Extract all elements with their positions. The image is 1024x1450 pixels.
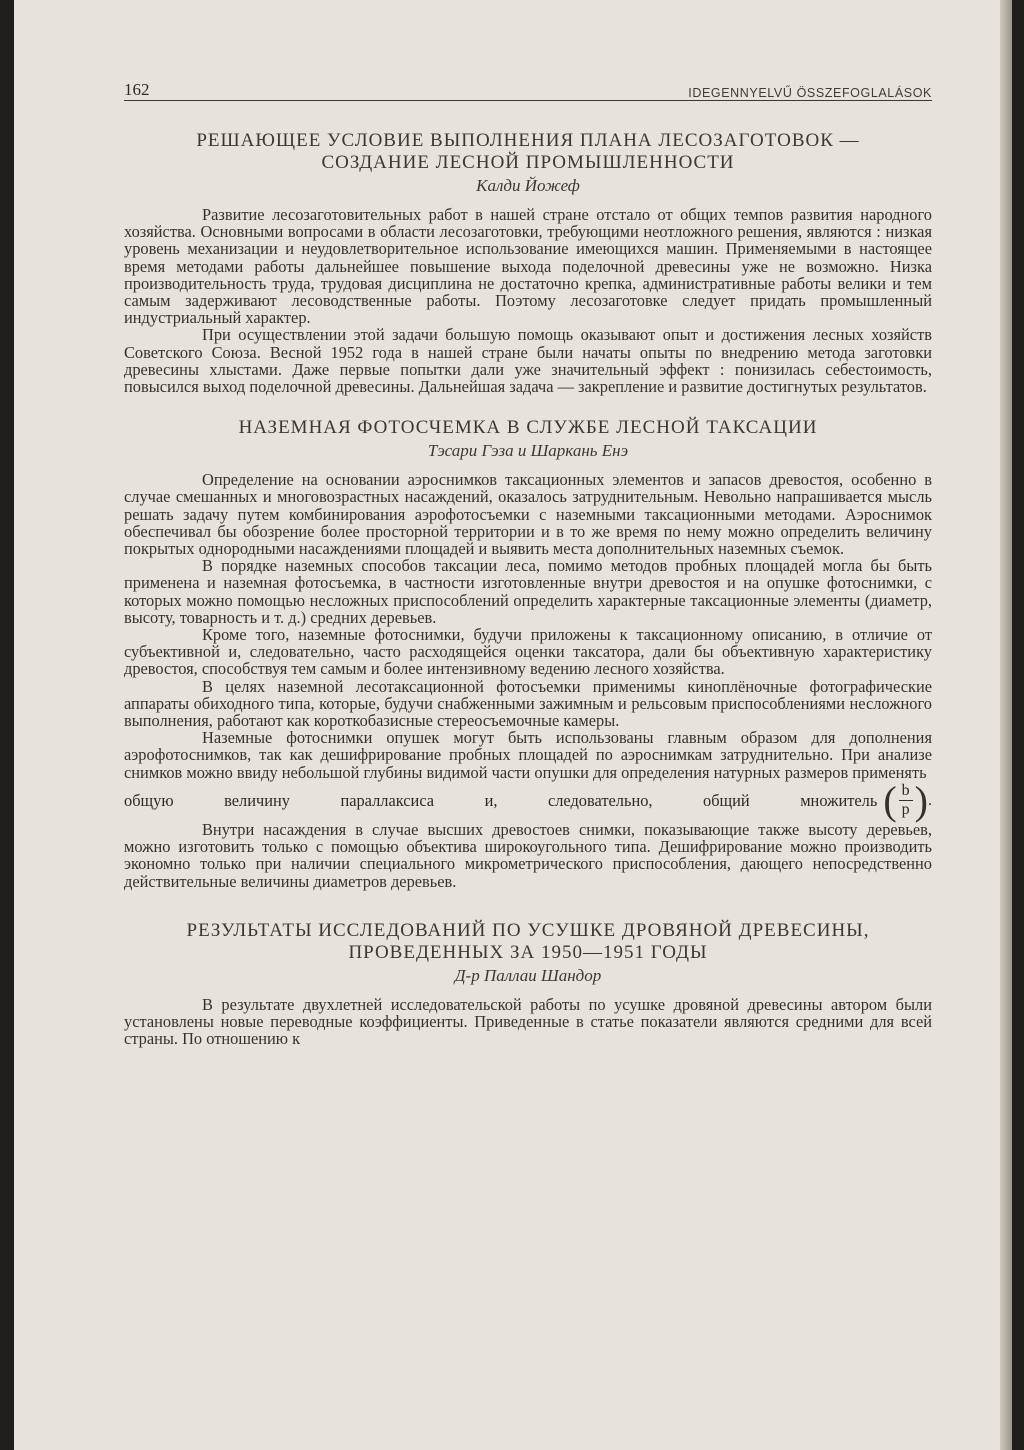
paragraph: Наземные фотоснимки опушек могут быть использованы главным образом для дополнения аэрофотоснимков, так как дешифрирование пробных площадей по аэроснимкам затруднительно. При анализе снимков можно ввиду небольшой глубины видимой части опушки для определения натурных размеров применять [124,728,932,782]
paragraph: В целях наземной лесотаксационной фотосъемки применимы киноплёночные фотографические аппараты обиходного типа, которые, будучи снабженными зажимным и рельсовым приспособлениями несложного выполнения, работают как короткобазисные стереосъемочные камеры. [124,676,932,731]
book-page [14,0,1012,1450]
article-author: Тэсари Гэза и Шаркань Енэ [427,441,629,461]
formula-lead-text: общую величину параллаксиса и, следовательно, общий множитель [124,791,878,811]
running-title: IDEGENNYELVŰ ÖSSZEFOGLALÁSOK [688,86,932,100]
fraction-numerator: b [901,782,910,800]
article-1 [124,130,932,395]
paragraph: Внутри насаждения в случае высших древостоев снимки, показывающие также высоту деревьев, можно изготовить только с помощью объектива широкоугольного типа. Дешифрирование можно производить экономно только при наличии специального микрометрического приспособления, дающего непосредственно действительные величины диаметров деревьев. [124,819,932,891]
article-3 [124,920,932,1048]
page-number: 162 [124,80,150,99]
page-edge [1000,0,1012,1450]
page-content [124,130,932,1047]
paragraph: Определение на основании аэроснимков таксационных элементов и запасов древостоя, особенно в случае смешанных и многовозрастных насаждений, оказалось затруднительным. Невольно напрашивается мысль решать задачу путем комбинирования аэрофотосъемки с наземными таксационными методами. Аэроснимок обеспечивал бы обозрение более просторной территории и в то же время по нему можно определить величину покрытых однородными насаждениями площадей и выявить места дополнительных наземных съемок. [124,470,932,559]
running-header [124,78,932,101]
paragraph: Развитие лесозаготовительных работ в нашей стране отстало от общих темпов развития народного хозяйства. Основными вопросами в области лесозаготовки, требующими неотложного решения, являются : низкая уровень механизации и неудовлетворительное использование имеющихся машин. Применяемыми в настоящее время методами работы дальнейшее повышение выхода поделочной древесины уже не возможно. Низка производительность труда, трудовая дисциплина не достаточно крепка, административные работы велики и тем самым задерживают лесоводственные работы. Поэтому лесозаготовке следует придать промышленный индустриальный характер. [124,205,932,328]
article-title: РЕЗУЛЬТАТЫ ИССЛЕДОВАНИЙ ПО УСУШКЕ ДРОВЯНОЙ ДРЕВЕСИНЫ, ПРОВЕДЕННЫХ ЗА 1950—1951 ГОДЫ [186,919,870,963]
article-2 [124,417,932,889]
article-author: Д-р Паллаи Шандор [454,965,602,985]
paragraph: При осуществлении этой задачи большую помощь оказывают опыт и достижения лесных хозяйств Советского Союза. Весной 1952 года в нашей стране были начаты опыты по внедрению метода заготовки древесины хлыстами. Даже первые попытки дали уже значительный эффект : понизилась себестоимость, повысился выход поделочной древесины. Дальнейшая задача — закрепление и развитие достигнутых результатов. [124,325,932,397]
article-author: Калди Йожеф [476,176,580,195]
fraction-formula: ( b p ) . [883,777,932,823]
paragraph: Кроме того, наземные фотоснимки, будучи приложены к таксационному описанию, в отличие от субъективной и, следовательно, часто расходящейся оценки таксатора, дали бы объективную характеристику древостоя, способствуя тем самым и более интензивному ведению лесного хозяйства. [124,625,932,679]
article-title: НАЗЕМНАЯ ФОТОСЧЕМКА В СЛУЖБЕ ЛЕСНОЙ ТАКСАЦИИ [238,417,818,439]
paragraph: В порядке наземных способов таксации леса, помимо методов пробных площадей могла бы быть применена и наземная фотосъемка, в частности изготовленные внутри древостоя и на опушке фотоснимки, с которых можно помощью несложных приспособлений определить характерные таксационные элементы (диаметр, высоту, товарность и т. д.) средних деревьев. [124,556,932,627]
formula-line [124,777,932,823]
fraction-denominator: p [901,801,910,819]
paragraph: В результате двухлетней исследовательской работы по усушке дровяной древесины автором были установлены новые переводные коэффициенты. Приведенные в статье показатели являются средними для всей страны. По отношению к [124,994,932,1049]
article-title: РЕШАЮЩЕЕ УСЛОВИЕ ВЫПОЛНЕНИЯ ПЛАНА ЛЕСОЗАГОТОВОК — СОЗДАНИЕ ЛЕСНОЙ ПРОМЫШЛЕННОСТИ [196,130,860,173]
